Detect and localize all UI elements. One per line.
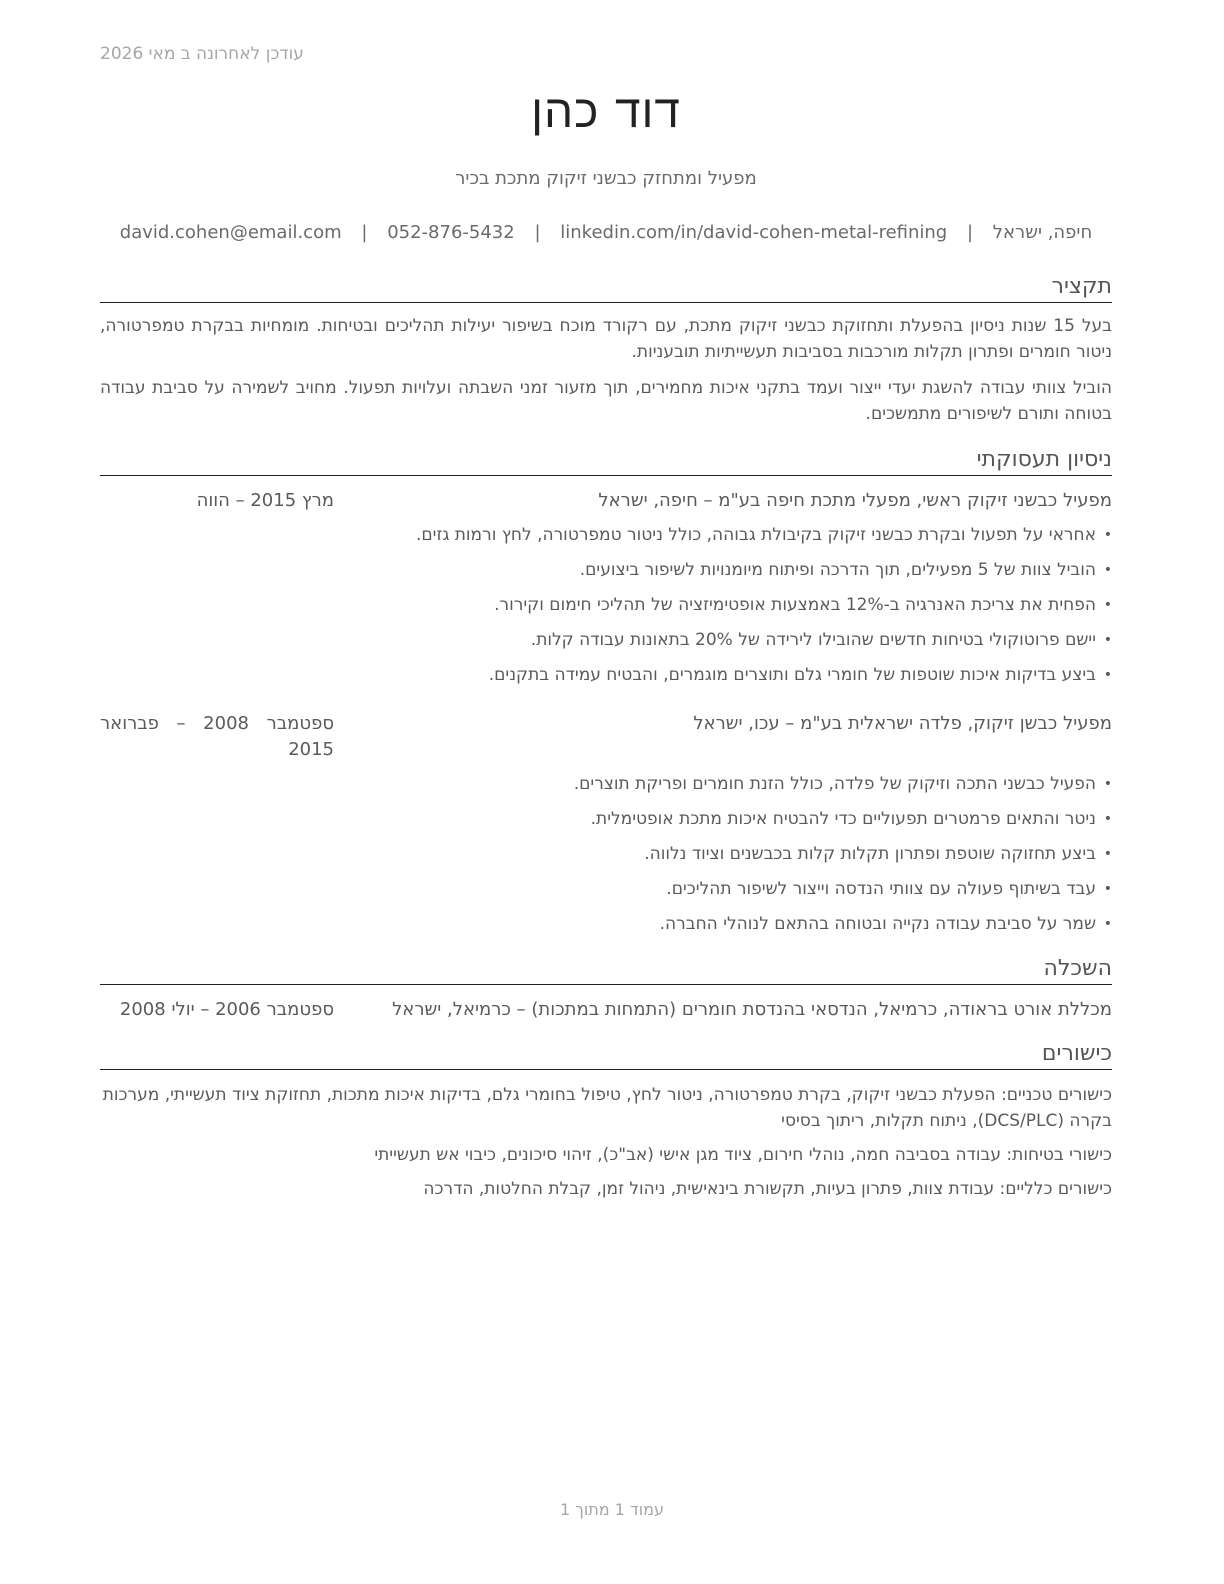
skills-line: כישורי בטיחות: עבודה בסביבה חמה, נוהלי חירום, ציוד מגן אישי (אב"כ), זיהוי סיכונים, כיבוי אש תעשייתי <box>374 1145 1112 1165</box>
job-bullets <box>100 767 1112 942</box>
job-bullet: • אחראי על תפעול ובקרת כבשני זיקוק בקיבולת גבוהה, כולל ניטור טמפרטורה, לחץ ורמות גזים. <box>100 518 1112 553</box>
job-heading: מפעיל כבשני זיקוק ראשי, מפעלי מתכת חיפה בע"מ – חיפה, ישראל <box>598 490 1112 511</box>
job-bullet: • הפעיל כבשני התכה וזיקוק של פלדה, כולל הזנת חומרים ופריקת תוצרים. <box>100 767 1112 802</box>
skills-line: כישורים כלליים: עבודת צוות, פתרון בעיות, תקשורת בינאישית, ניהול זמן, קבלת החלטות, הדרכה <box>423 1179 1112 1199</box>
contact-phone[interactable]: 052-876-5432 <box>387 222 515 243</box>
summary-title: תקציר <box>100 274 1112 303</box>
contact-separator: | <box>534 222 541 243</box>
contact-email[interactable]: david.cohen@email.com <box>119 222 342 243</box>
job-heading: מפעיל כבשן זיקוק, פלדה ישראלית בע"מ – עכו, ישראל <box>693 713 1112 734</box>
skills-line: כישורים טכניים: הפעלת כבשני זיקוק, בקרת טמפרטורה, ניטור לחץ, טיפול בחומרי גלם, בדיקות איכות מתכות, תחזוקת ציוד תעשייתי, מערכות בקרה (DCS/PLC), ניתוח תקלות, ריתוך בסיסי <box>102 1085 1112 1131</box>
skills-section <box>100 1041 1112 1202</box>
job-dates: מרץ 2015 – הווה <box>196 490 334 511</box>
job-bullet: • הפחית את צריכת האנרגיה ב-12% באמצעות אופטימיזציה של תהליכי חימום וקירור. <box>100 588 1112 623</box>
experience-section <box>100 447 1112 942</box>
page-number: עמוד 1 מתוך 1 <box>560 1500 664 1519</box>
job-entry <box>100 711 1112 942</box>
education-dates: ספטמבר 2006 – יולי 2008 <box>119 999 334 1020</box>
education-section <box>100 956 1112 1023</box>
job-bullet: • ביצע בדיקות איכות שוטפות של חומרי גלם ותוצרים מוגמרים, והבטיח עמידה בתקנים. <box>100 658 1112 693</box>
summary-paragraph: בעל 15 שנות ניסיון בהפעלת ותחזוקת כבשני זיקוק מתכת, עם רקורד מוכח בשיפור יעילות תהליכים ובטיחות. מומחיות בבקרת טמפרטורה, ניטור חומרים ופתרון תקלות מורכבות בסביבות תעשייתיות תובעניות. <box>100 316 1112 362</box>
summary-section <box>100 274 1112 427</box>
skills-title: כישורים <box>100 1041 1112 1070</box>
job-header <box>100 711 1112 763</box>
summary-paragraph: הוביל צוותי עבודה להשגת יעדי ייצור ועמד בתקני איכות מחמירים, תוך מזעור זמני השבתה ועלויות תפעול. מחויב לשמירה על סביבת עבודה בטוחה ותורם לשיפורים מתמשכים. <box>100 378 1112 424</box>
job-entry <box>100 488 1112 693</box>
job-bullet: • ביצע תחזוקה שוטפת ופתרון תקלות קלות בכבשנים וציוד נלווה. <box>100 837 1112 872</box>
last-updated-note: עודכן לאחרונה ב מאי 2026 <box>100 44 304 64</box>
candidate-name: דוד כהן <box>531 84 681 138</box>
contact-location: חיפה, ישראל <box>992 222 1093 243</box>
job-dates: ספטמבר 2008 – פברואר 2015 <box>100 713 334 760</box>
candidate-title: מפעיל ומתחזק כבשני זיקוק מתכת בכיר <box>455 168 757 189</box>
skills-list <box>100 1082 1112 1202</box>
contact-line <box>100 222 1112 243</box>
job-bullet: • יישם פרוטוקולי בטיחות חדשים שהובילו לירידה של 20% בתאונות עבודה קלות. <box>100 623 1112 658</box>
job-bullet: • עבד בשיתוף פעולה עם צוותי הנדסה וייצור לשיפור תהליכים. <box>100 872 1112 907</box>
job-header <box>100 488 1112 514</box>
job-bullets <box>100 518 1112 693</box>
contact-separator: | <box>966 222 974 243</box>
job-bullet: • ניטר והתאים פרמטרים תפעוליים כדי להבטיח איכות מתכת אופטימלית. <box>100 802 1112 837</box>
contact-separator: | <box>361 222 368 243</box>
education-entry <box>100 997 1112 1023</box>
contact-linkedin[interactable]: linkedin.com/in/david-cohen-metal-refining <box>560 222 948 243</box>
job-bullet: • הוביל צוות של 5 מפעילים, תוך הדרכה ופיתוח מיומנויות לשיפור ביצועים. <box>100 553 1112 588</box>
education-title: השכלה <box>100 956 1112 985</box>
job-bullet: • שמר על סביבת עבודה נקייה ובטוחה בהתאם לנוהלי החברה. <box>100 907 1112 942</box>
experience-title: ניסיון תעסוקתי <box>100 447 1112 476</box>
education-heading: מכללת אורט בראודה, כרמיאל, הנדסאי בהנדסת חומרים (התמחות במתכות) – כרמיאל, ישראל <box>392 999 1112 1020</box>
